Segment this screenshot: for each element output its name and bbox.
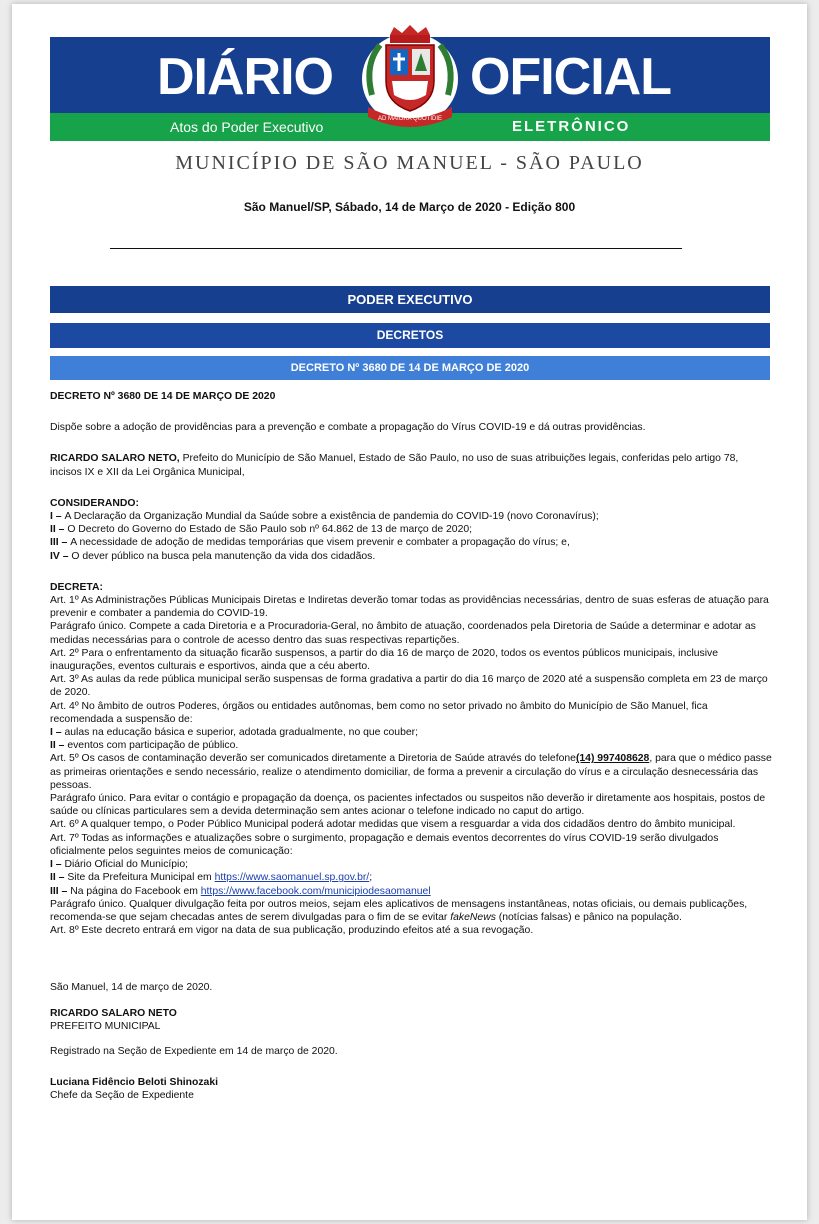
article-4: Art. 4º No âmbito de outros Poderes, órgãos ou entidades autônomas, bem como no setor privado no âmbito do Município de São Manuel, fica recomendada a suspensão de: — [50, 700, 708, 725]
masthead-eletronico: ELETRÔNICO — [512, 118, 631, 135]
paragraph-text-cont: (notícias falsas) e pânico na população. — [495, 911, 682, 923]
subsection-band: DECRETOS — [50, 323, 770, 348]
item-text-end: ; — [369, 872, 373, 884]
decreta-heading: DECRETA: — [50, 581, 103, 593]
prefeitura-site-link[interactable]: https://www.saomanuel.sp.gov.br/ — [214, 872, 370, 884]
fakenews-term: fakeNews — [450, 911, 496, 923]
crest-motto: AD MAIORA QUOTIDIE — [377, 116, 443, 122]
coat-of-arms-icon — [358, 25, 462, 129]
masthead-banner — [50, 37, 770, 141]
registration-note: Registrado na Seção de Expediente em 14 de março de 2020. — [50, 1045, 338, 1057]
document-page — [12, 4, 807, 1220]
item-text: eventos com participação de público. — [67, 740, 239, 752]
item-text: Site da Prefeitura Municipal em — [67, 872, 215, 884]
paragraph-text: Parágrafo único. Qualquer divulgação feita por outros meios, sejam eles aplicativos de mensagens instantâneas, notas oficiais, ou demais publicações, recomenda-se que sejam checadas antes de serem divulgadas para o fim de se evitar — [50, 898, 748, 923]
article-3: Art. 3º As aulas da rede pública municipal serão suspensas de forma gradativa a partir do dia 16 março de 2020 até a suspensão completa em 23 de março de 2020. — [50, 674, 768, 699]
list-item — [50, 523, 772, 536]
item-text: A necessidade de adoção de medidas temporárias que visem prevenir e combater a propagação do vírus; e, — [70, 537, 570, 549]
decree-summary: Dispõe sobre a adoção de providências para a prevenção e combate a propagação do Vírus COVID-19 e dá outras providências. — [50, 422, 646, 434]
list-item — [50, 871, 772, 884]
item-text: A Declaração da Organização Mundial da Saúde sobre a existência de pandemia do COVID-19 (novo Coronavírus); — [64, 511, 599, 523]
municipality-title: MUNICÍPIO DE SÃO MANUEL - SÃO PAULO — [175, 152, 644, 174]
considerando-heading: CONSIDERANDO: — [50, 497, 139, 509]
item-text: O dever público na busca pela manutenção da vida dos cidadãos. — [71, 550, 376, 562]
health-phone-number: (14) 997408628 — [575, 753, 650, 765]
item-number: I – — [50, 859, 65, 871]
article-2: Art. 2º Para o enfrentamento da situação ficarão suspensos, a partir do dia 16 de março de 2020, todos os eventos públicos municipais, inclusive inaugurações, eventos culturais e esportivos, ainda que a céu aberto. — [50, 647, 719, 673]
decree-band: DECRETO Nº 3680 DE 14 DE MARÇO DE 2020 — [50, 356, 770, 380]
item-number: II – — [50, 740, 68, 752]
list-item — [50, 510, 772, 523]
section-band: PODER EXECUTIVO — [50, 286, 770, 313]
list-item — [50, 885, 772, 898]
facebook-page-link[interactable]: https://www.facebook.com/municipiodesaomanuel — [200, 885, 431, 897]
article-7: Art. 7º Todas as informações e atualizações sobre o surgimento, propagação e demais eventos decorrentes do vírus COVID-19 serão divulgados oficialmente pelos seguintes meios de comunicação: — [50, 832, 719, 857]
item-text: Na página do Facebook em — [70, 885, 201, 897]
article-5-text: Art. 5º Os casos de contaminação deverão ser comunicados diretamente a Diretoria de Saúde através do telefone — [50, 753, 576, 765]
header-divider — [110, 248, 682, 249]
item-number: IV – — [50, 550, 72, 562]
decree-preamble — [50, 452, 772, 478]
article-6: Art. 6º A qualquer tempo, o Poder Público Municipal poderá adotar medidas que visem a resguardar a vida dos cidadãos dentro do âmbito municipal. — [50, 819, 736, 831]
place-date: São Manuel, 14 de março de 2020. — [50, 982, 213, 994]
masthead-word-diario: DIÁRIO — [157, 48, 333, 106]
article-5 — [50, 752, 772, 792]
article-1: Art. 1º As Administrações Públicas Municipais Diretas e Indiretas deverão tomar todas as providências necessárias, dentro de suas esferas de atuação para prevenir e combater a pandemia do COVID-19. — [50, 595, 769, 620]
decree-body — [50, 390, 772, 1103]
list-item — [50, 536, 772, 549]
item-number: II – — [50, 524, 68, 536]
list-item — [50, 550, 772, 563]
item-number: III – — [50, 537, 71, 549]
item-number: III – — [50, 885, 71, 897]
item-number: II – — [50, 872, 68, 884]
author-name: RICARDO SALARO NETO, — [50, 453, 180, 465]
list-item — [50, 739, 772, 752]
article-5-text-cont: , para que o médico passe as primeiras orientações e sendo necessário, realize o atendimento domiciliar, de forma a prevenir a circulação do vírus e a circulação desnecessária das pessoas. — [50, 753, 772, 791]
edition-dateline: São Manuel/SP, Sábado, 14 de Março de 2020 - Edição 800 — [243, 200, 576, 214]
article-5-paragraph: Parágrafo único. Para evitar o contágio e propagação da doença, os pacientes infectados ou suspeitos não deverão ir diretamente aos hospitais, postos de saúde ou clínicas particulares sem a devida determinação sem antes acionar o telefone indicado no caput do artigo. — [50, 793, 766, 818]
item-text: Diário Oficial do Município; — [64, 859, 189, 871]
article-1-paragraph: Parágrafo único. Compete a cada Diretoria e a Procuradoria-Geral, no âmbito de atuação, coordenados pela Diretoria de Saúde a determinar e adotar as medidas necessárias para o controle de acesso dentro das suas respectivas repartições. — [50, 621, 756, 646]
item-number: I – — [50, 511, 65, 523]
clerk-name: Luciana Fidêncio Beloti Shinozaki — [50, 1077, 219, 1089]
article-7-paragraph — [50, 898, 772, 924]
masthead-word-oficial: OFICIAL — [470, 48, 671, 106]
signer-name: RICARDO SALARO NETO — [50, 1007, 177, 1019]
clerk-role: Chefe da Seção de Expediente — [50, 1090, 194, 1102]
author-text: Prefeito do Município de São Manuel, Estado de São Paulo, no uso de suas atribuições legais, conferidas pelo artigo 78, incisos IX e XII da Lei Orgânica Municipal, — [50, 453, 739, 478]
decree-title: DECRETO Nº 3680 DE 14 DE MARÇO DE 2020 — [50, 391, 276, 402]
list-item — [50, 726, 772, 739]
list-item — [50, 858, 772, 871]
signer-role: PREFEITO MUNICIPAL — [50, 1020, 161, 1032]
item-number: I – — [50, 727, 65, 739]
masthead-subtitle: Atos do Poder Executivo — [170, 119, 324, 135]
item-text: aulas na educação básica e superior, adotada gradualmente, no que couber; — [64, 727, 418, 739]
article-8: Art. 8º Este decreto entrará em vigor na data de sua publicação, produzindo efeitos até a sua revogação. — [50, 925, 534, 937]
item-text: O Decreto do Governo do Estado de São Paulo sob nº 64.862 de 13 de março de 2020; — [67, 524, 473, 536]
